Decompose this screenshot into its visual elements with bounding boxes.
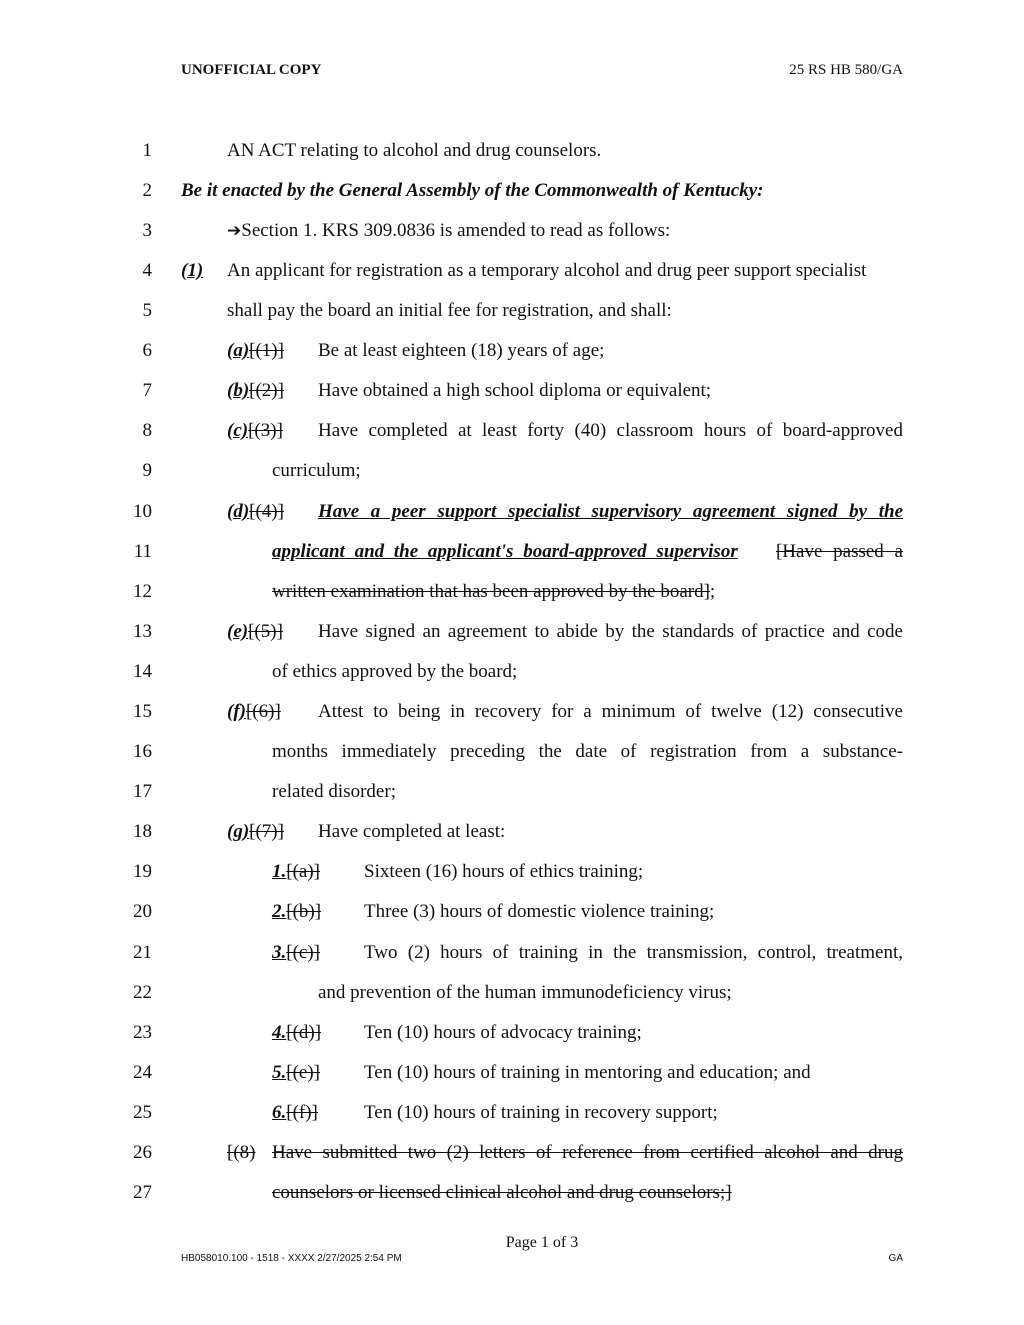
line-number: 5	[142, 300, 152, 321]
list-marker	[227, 341, 284, 361]
deleted-text: [(6)]	[245, 701, 281, 722]
line-number: 7	[142, 380, 152, 401]
list-marker	[227, 822, 284, 842]
line	[0, 461, 1024, 501]
inserted-text: (g)	[227, 821, 250, 842]
line-number: 1	[142, 140, 152, 161]
line	[0, 902, 1024, 942]
inserted-text: 1.	[272, 861, 287, 882]
line-number: 16	[133, 741, 152, 762]
line	[0, 301, 1024, 341]
footer-bill-id: HB058010.100 - 1518 - XXXX 2/27/2025 2:54 PM	[181, 1253, 402, 1264]
deleted-text: [(3)]	[248, 420, 283, 441]
line	[0, 582, 1024, 622]
line-text	[272, 542, 903, 562]
section-heading	[227, 221, 670, 241]
line-number: 4	[142, 260, 152, 281]
deleted-text: [(5)]	[248, 621, 283, 642]
line	[0, 822, 1024, 862]
line	[0, 983, 1024, 1023]
line-number: 22	[133, 982, 152, 1003]
line-end: ;	[709, 581, 716, 602]
line	[0, 502, 1024, 542]
inserted-text: (d)	[227, 501, 250, 522]
line	[0, 141, 1024, 181]
line-number: 9	[142, 460, 152, 481]
enacting-clause: Be it enacted by the General Assembly of the Commonwealth of Kentucky:	[181, 180, 764, 201]
line	[0, 742, 1024, 782]
line-number: 15	[133, 701, 152, 722]
inserted-text: (1)	[181, 260, 204, 281]
deleted-text: [(b)]	[286, 901, 322, 922]
line-text: Be at least eighteen (18) years of age;	[318, 340, 605, 361]
deleted-text: [(e)]	[286, 1062, 320, 1083]
line-text: Have completed at least:	[318, 821, 506, 842]
list-marker	[227, 421, 283, 441]
inserted-text: 5.	[272, 1062, 287, 1083]
line-number: 23	[133, 1022, 152, 1043]
line-text: Ten (10) hours of advocacy training;	[364, 1022, 642, 1043]
deleted-text: [(a)]	[286, 861, 320, 882]
line	[0, 1143, 1024, 1183]
line	[0, 221, 1024, 261]
line-number: 3	[142, 220, 152, 241]
line-number: 25	[133, 1102, 152, 1123]
list-marker	[272, 1063, 320, 1083]
list-marker	[272, 862, 320, 882]
line	[0, 1023, 1024, 1063]
header-unofficial-copy: UNOFFICIAL COPY	[181, 62, 322, 78]
inserted-text: (c)	[227, 420, 249, 441]
deleted-text: [Have passed a	[775, 541, 903, 562]
line	[0, 381, 1024, 421]
line	[0, 341, 1024, 381]
list-marker	[227, 622, 283, 642]
inserted-text: (f)	[227, 701, 246, 722]
inserted-text: (b)	[227, 380, 250, 401]
deleted-text: [(8)	[227, 1142, 256, 1163]
line-text: Two (2) hours of training in the transmission, control, treatment,	[364, 942, 903, 963]
line-text: related disorder;	[272, 781, 396, 802]
line	[0, 261, 1024, 301]
line-text: AN ACT relating to alcohol and drug counselors.	[227, 140, 602, 161]
line	[0, 862, 1024, 902]
line	[0, 421, 1024, 461]
line-number: 13	[133, 621, 152, 642]
line	[0, 782, 1024, 822]
line-text	[272, 582, 715, 602]
line-number: 24	[133, 1062, 152, 1083]
deleted-text: written examination that has been approved by the board]	[272, 581, 710, 602]
line-number: 2	[142, 180, 152, 201]
line-text: Have obtained a high school diploma or equivalent;	[318, 380, 712, 401]
list-marker	[272, 1023, 321, 1043]
line	[0, 1183, 1024, 1223]
deleted-text: [(7)]	[249, 821, 284, 842]
inserted-text: 6.	[272, 1102, 287, 1123]
inserted-text: (a)	[227, 340, 250, 361]
inserted-text: 2.	[272, 901, 287, 922]
line-number: 12	[133, 581, 152, 602]
line-text: Ten (10) hours of training in recovery support;	[364, 1102, 718, 1123]
inserted-text: applicant and the applicant's board-approved supervisor	[272, 541, 738, 562]
line-number: 14	[133, 661, 152, 682]
deleted-text: [(2)]	[249, 380, 284, 401]
line-number: 20	[133, 901, 152, 922]
line	[0, 1103, 1024, 1143]
line	[0, 702, 1024, 742]
line	[0, 622, 1024, 662]
line	[0, 943, 1024, 983]
header-bill-number: 25 RS HB 580/GA	[789, 62, 903, 78]
section-heading-text: Section 1. KRS 309.0836 is amended to read as follows:	[241, 220, 671, 241]
line-text: curriculum;	[272, 460, 361, 481]
line-text: months immediately preceding the date of registration from a substance-	[272, 741, 903, 762]
line-text: Have completed at least forty (40) classroom hours of board-approved	[318, 420, 903, 441]
list-marker	[272, 902, 321, 922]
line	[0, 1063, 1024, 1103]
deleted-text: [(d)]	[286, 1022, 322, 1043]
inserted-text: (e)	[227, 621, 249, 642]
line-text: Ten (10) hours of training in mentoring and education; and	[364, 1062, 811, 1083]
line-number: 11	[133, 541, 152, 562]
list-marker	[227, 502, 284, 522]
line	[0, 662, 1024, 702]
line-text: An applicant for registration as a temporary alcohol and drug peer support specialist	[227, 260, 867, 281]
line-text: Attest to being in recovery for a minimum of twelve (12) consecutive	[318, 701, 903, 722]
line-number: 26	[133, 1142, 152, 1163]
list-marker	[272, 1103, 318, 1123]
inserted-text: Have a peer support specialist supervisory agreement signed by the	[318, 501, 903, 522]
line-number: 27	[133, 1182, 152, 1203]
deleted-text: [(1)]	[249, 340, 284, 361]
arrow-right-icon: ➔	[227, 221, 242, 241]
line-number: 18	[133, 821, 152, 842]
list-marker	[272, 943, 320, 963]
line-number: 10	[133, 501, 152, 522]
line	[0, 542, 1024, 582]
list-marker	[227, 702, 281, 722]
line-text: Three (3) hours of domestic violence training;	[364, 901, 715, 922]
line-number: 19	[133, 861, 152, 882]
line-text: Have signed an agreement to abide by the standards of practice and code	[318, 621, 903, 642]
line-number: 21	[133, 942, 152, 963]
line-text: shall pay the board an initial fee for registration, and shall:	[227, 300, 672, 321]
footer-initials: GA	[888, 1253, 903, 1264]
inserted-text: 3.	[272, 942, 287, 963]
page-number: Page 1 of 3	[505, 1234, 579, 1251]
deleted-text: Have submitted two (2) letters of reference from certified alcohol and drug	[272, 1142, 903, 1163]
line-number: 8	[142, 420, 152, 441]
inserted-text: 4.	[272, 1022, 287, 1043]
line-number: 6	[142, 340, 152, 361]
deleted-text: [(f)]	[286, 1102, 318, 1123]
line-text: of ethics approved by the board;	[272, 661, 518, 682]
line-text: Sixteen (16) hours of ethics training;	[364, 861, 644, 882]
deleted-text: [(4)]	[249, 501, 284, 522]
list-marker	[227, 381, 284, 401]
line-number: 17	[133, 781, 152, 802]
deleted-text: counselors or licensed clinical alcohol and drug counselors;]	[272, 1182, 732, 1203]
deleted-text: [(c)]	[286, 942, 320, 963]
line	[0, 181, 1024, 221]
line-text: and prevention of the human immunodeficiency virus;	[318, 982, 732, 1003]
